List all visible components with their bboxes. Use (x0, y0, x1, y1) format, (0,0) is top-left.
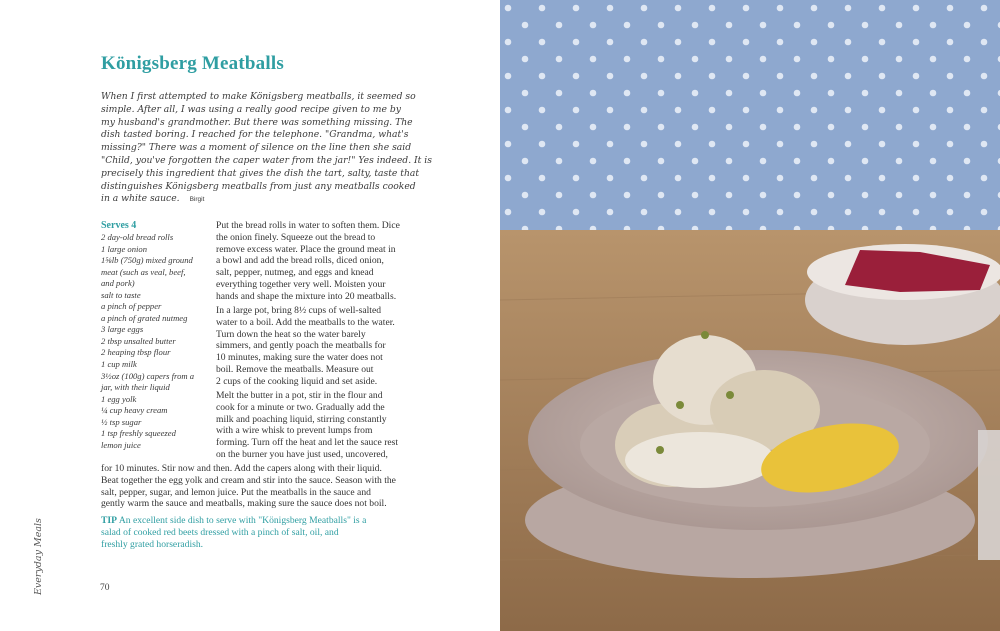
method-line: 10 minutes, making sure the water does not (216, 352, 383, 364)
ingredient-item: 1⅝lb (750g) mixed ground (101, 255, 193, 266)
intro-line: dish tasted boring. I reached for the telephone. "Grandma, what's (101, 129, 409, 141)
intro-line: distinguishes Königsberg meatballs from just any meatballs cooked (101, 180, 416, 192)
method-line: gently warm the sauce and meatballs, making sure the sauce does not boil. (101, 498, 387, 510)
method-paragraph-1 (216, 220, 400, 303)
method-line: everything together very well. Moisten your (216, 278, 386, 290)
ingredient-item: 3½oz (100g) capers from a (101, 370, 195, 381)
polka-dot-wall (500, 0, 1000, 232)
intro-line: precisely this ingredient that gives the dish the tart, salty, taste that (101, 167, 420, 179)
tip-line (101, 539, 366, 551)
method-line: Put the bread rolls in water to soften them. Dice (216, 220, 400, 231)
method-line: milk and poaching liquid, stirring constantly (216, 413, 387, 425)
ingredient-item: meat (such as veal, beef, (101, 266, 186, 277)
intro-line: simple. After all, I was using a really good recipe given to me by (101, 103, 401, 115)
method-line: Beat together the egg yolk and cream and stir into the sauce. Season with the (101, 474, 396, 486)
method-line: the onion finely. Squeeze out the bread to (216, 231, 376, 243)
method-line: forming. Turn off the heat and let the sauce rest (216, 437, 399, 449)
method-line: simmers, and gently poach the meatballs for (216, 340, 386, 352)
method-line: hands and shape the mixture into 20 meatballs. (216, 290, 397, 302)
method-paragraph-3 (216, 390, 398, 461)
method-line: with a wire whisk to prevent lumps from (216, 425, 373, 437)
ingredient-item: 1 large onion (101, 243, 147, 254)
ingredient-item: 2 day-old bread rolls (101, 232, 174, 242)
intro-text (101, 91, 432, 207)
ingredient-item: and pork) (101, 278, 135, 289)
intro-line: "Child, you've forgotten the caper water from the jar!" Yes indeed. It is (101, 154, 432, 166)
method-line: remove excess water. Place the ground meat in (216, 243, 396, 255)
tip-line (101, 515, 366, 527)
method-line: salt, pepper, nutmeg, and eggs and knead (216, 267, 374, 279)
method-line: Turn down the heat so the water barely (216, 328, 366, 340)
method-line: cook for a minute or two. Gradually add the (216, 401, 385, 413)
ingredient-item: 1 egg yolk (101, 393, 137, 404)
page-number: 70 (100, 583, 110, 593)
fork (978, 430, 1000, 560)
intro-line: missing?" There was a moment of silence on the line then she said (101, 142, 412, 154)
tip-box (101, 515, 366, 551)
tip-text: salad of cooked red beets dressed with a pinch of salt, oil, and (101, 527, 339, 539)
meatballs-photo (500, 0, 1000, 631)
tip-text: freshly grated horseradish. (101, 539, 204, 551)
method-line: for 10 minutes. Stir now and then. Add the capers along with their liquid. (101, 463, 382, 474)
author-signature: Birgit (189, 196, 205, 204)
method-line: boil. Remove the meatballs. Measure out (216, 363, 374, 375)
intro-line: in a white sauce. Birgit (101, 193, 205, 205)
serves-heading: Serves 4 (101, 220, 137, 231)
tip-line (101, 527, 366, 539)
intro-line: When I first attempted to make Königsberg meatballs, it seemed so (101, 91, 416, 102)
ingredient-item: lemon juice (101, 439, 141, 450)
method-line: 2 cups of the cooking liquid and set aside. (216, 375, 378, 387)
ingredient-item: 2 tbsp unsalted butter (101, 335, 176, 346)
ingredients-list (101, 232, 194, 451)
ingredient-item: a pinch of grated nutmeg (101, 312, 188, 323)
method-paragraph-2 (216, 305, 395, 388)
ingredient-item: a pinch of pepper (101, 301, 162, 312)
beet-bowl (805, 244, 1000, 345)
ingredient-item: 1 tsp freshly squeezed (101, 428, 176, 439)
method-line: water to a boil. Add the meatballs to the water. (216, 316, 395, 328)
method-line: on the burner you have just used, uncovered, (216, 448, 388, 460)
method-line: a bowl and add the bread rolls, diced onion, (216, 255, 384, 267)
recipe-title: Königsberg Meatballs (101, 53, 284, 74)
ingredient-item: salt to taste (101, 289, 141, 300)
method-line: salt, pepper, sugar, and lemon juice. Put the meatballs in the sauce and (101, 486, 371, 498)
ingredient-item: jar, with their liquid (101, 382, 170, 393)
tip-label: TIP (101, 515, 117, 526)
method-paragraph-3-continued (101, 463, 396, 510)
intro-line: my husband's grandmother. But there was something missing. The (101, 116, 413, 128)
tip-text: An excellent side dish to serve with "Königsberg Meatballs" is a (118, 515, 367, 526)
method-line: Melt the butter in a pot, stir in the flour and (216, 390, 383, 401)
ingredient-item: 3 large eggs (101, 324, 144, 335)
method-line: In a large pot, bring 8½ cups of well-salted (216, 305, 382, 316)
ingredient-item: ½ tsp sugar (101, 416, 142, 427)
ingredient-item: ¼ cup heavy cream (101, 405, 168, 416)
ingredient-item: 1 cup milk (101, 359, 137, 370)
section-label: Everyday Meals (33, 518, 44, 595)
ingredient-item: 2 heaping tbsp flour (101, 347, 171, 358)
